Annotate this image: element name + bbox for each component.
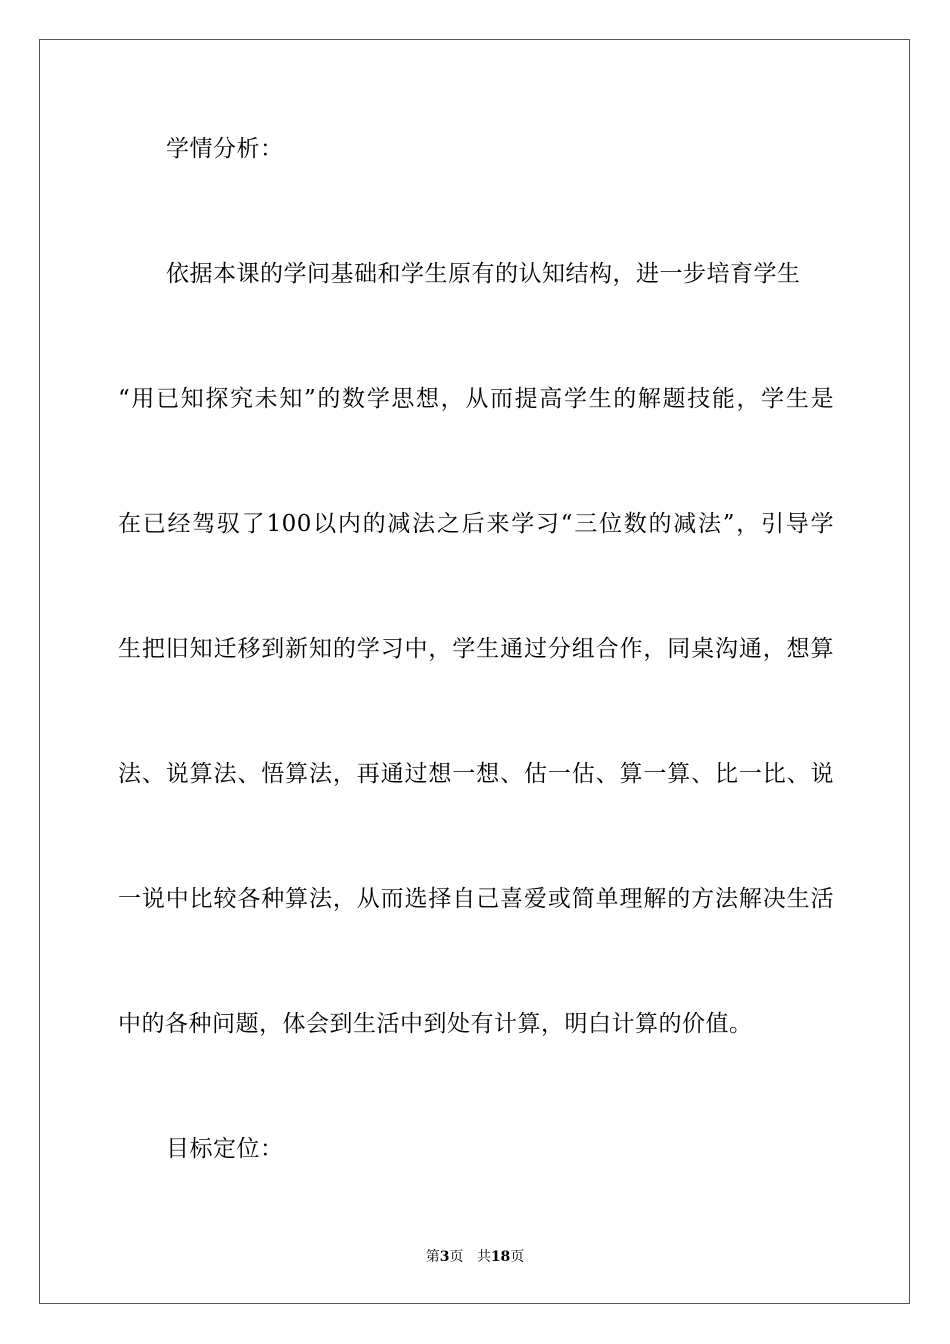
page-border (39, 39, 910, 1304)
paragraph-line-3: 在已经驾驭了100以内的减法之后来学习“三位数的减法”，引导学 (118, 511, 834, 537)
paragraph-line-1: 依据本课的学问基础和学生原有的认知结构，进一步培育学生 (166, 261, 801, 287)
paragraph-line-4: 生把旧知迁移到新知的学习中，学生通过分组合作，同桌沟通，想算 (118, 636, 834, 662)
footer-total-pages: 18 (490, 1249, 511, 1265)
page-footer (0, 1247, 950, 1267)
paragraph-line-5: 法、说算法、悟算法，再通过想一想、估一估、算一算、比一比、说 (118, 761, 834, 787)
paragraph-line-6: 一说中比较各种算法，从而选择自己喜爱或简单理解的方法解决生活 (118, 886, 834, 912)
section-heading-learning-analysis: 学情分析： (166, 136, 284, 162)
section-heading-goal-positioning: 目标定位： (166, 1136, 284, 1162)
footer-page-number: 3 (439, 1249, 450, 1265)
footer-page-prefix: 第 (425, 1249, 440, 1265)
footer-total-prefix: 共 (476, 1249, 491, 1265)
footer-page-suffix: 页 (449, 1249, 464, 1265)
paragraph-line-2: “用已知探究未知”的数学思想，从而提高学生的解题技能，学生是 (118, 386, 834, 412)
footer-total-suffix: 页 (510, 1249, 525, 1265)
paragraph-line-7: 中的各种问题，体会到生活中到处有计算，明白计算的价值。 (118, 1011, 753, 1037)
